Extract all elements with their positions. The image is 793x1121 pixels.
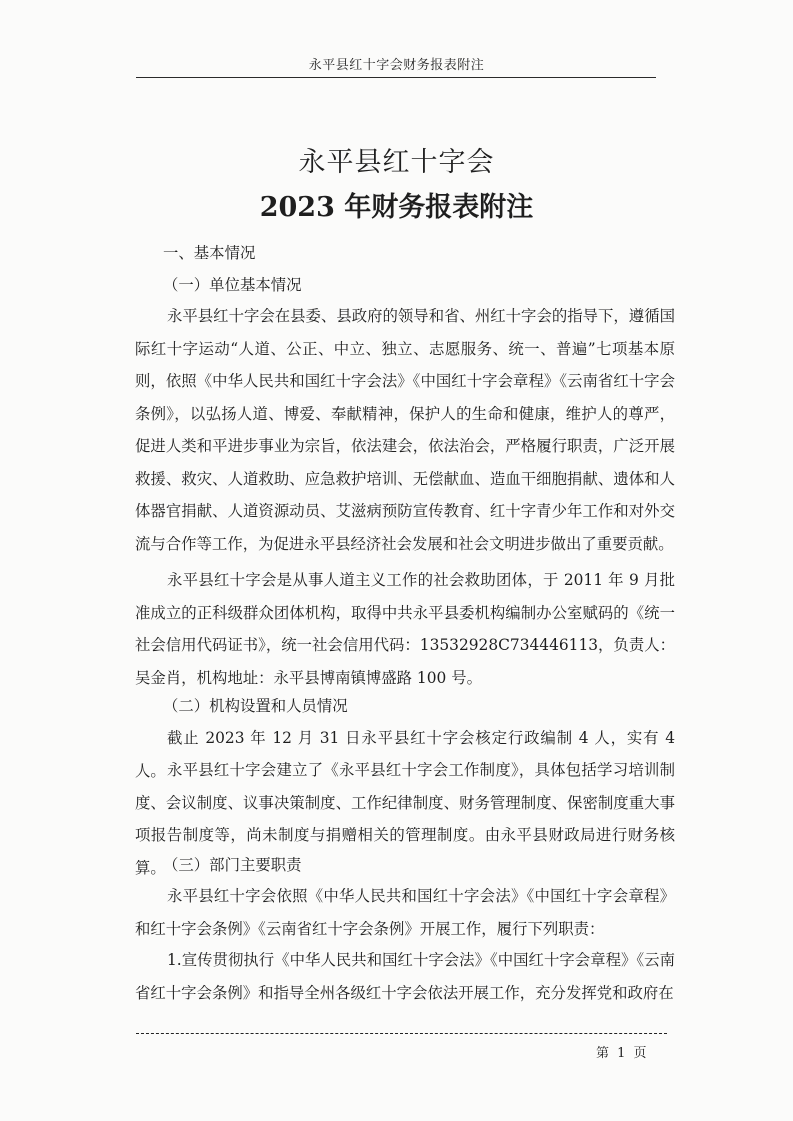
paragraph-staffing-count: 截止 2023 年 12 月 31 日永平县红十字会核定行政编制 4 人，实有 4 人。 bbox=[135, 729, 675, 780]
subsection-heading-unit-info: （一）单位基本情况 bbox=[163, 276, 302, 294]
paragraph-unit-registration: 永平县红十字会是从事人道主义工作的社会救助团体，于 2011 年 9 月批准成立的正科级群众团体机构，取得中共永平县委机构编制办公室赋码的《统一社会信用代码证书》，统一社会信用代码：13532928C734446113，负责人：吴金肖，机构地址：永平县博南镇博盛路 100 号。 bbox=[135, 571, 675, 687]
running-header: 永平县红十字会财务报表附注 bbox=[308, 58, 485, 73]
section-heading-basic-info: 一、基本情况 bbox=[163, 244, 256, 262]
page-number: 第 1 页 bbox=[596, 1046, 649, 1061]
document-subtitle: 2023 年财务报表附注 bbox=[259, 192, 534, 223]
paragraph-duty-item-1: 1.宣传贯彻执行《中华人民共和国红十字会法》《中国红十字会章程》《云南省红十字会条例》和指导全州各级红十字会依法开展工作，充分发挥党和政府在 bbox=[135, 951, 675, 1002]
paragraph-duties-intro: 永平县红十字会依照《中华人民共和国红十字会法》《中国红十字会章程》和红十字会条例》《云南省红十字会条例》开展工作，履行下列职责： bbox=[135, 887, 675, 938]
paragraph-rules-system: 永平县红十字会建立了《永平县红十字会工作制度》，具体包括学习培训制度、会议制度、议事决策制度、工作纪律制度、财务管理制度、保密制度重大事项报告制度等，尚未制度与捐赠相关的管理制度。由永平县财政局进行财务核算。 bbox=[135, 761, 675, 877]
document-title: 永平县红十字会 bbox=[298, 147, 495, 178]
header-rule bbox=[136, 77, 656, 78]
subsection-heading-staffing: （二）机构设置和人员情况 bbox=[163, 697, 348, 715]
subsection-heading-duties: （三）部门主要职责 bbox=[163, 856, 302, 874]
footer-rule bbox=[136, 1033, 667, 1034]
paragraph-unit-overview: 永平县红十字会在县委、县政府的领导和省、州红十字会的指导下，遵循国际红十字运动“人道、公正、中立、独立、志愿服务、统一、普遍”七项基本原则，依照《中华人民共和国红十字会法》《中国红十字会章程》《云南省红十字会条例》，以弘扬人道、博爱、奉献精神，保护人的生命和健康，维护人的尊严，促进人类和平进步事业为宗旨，依法建会，依法治会，严格履行职责，广泛开展救援、救灾、人道救助、应急救护培训、无偿献血、造血干细胞捐献、遗体和人体器官捐献、人道资源动员、艾滋病预防宣传教育、红十字青少年工作和对外交流与合作等工作，为促进永平县经济社会发展和社会文明进步做出了重要贡献。 bbox=[135, 307, 675, 553]
